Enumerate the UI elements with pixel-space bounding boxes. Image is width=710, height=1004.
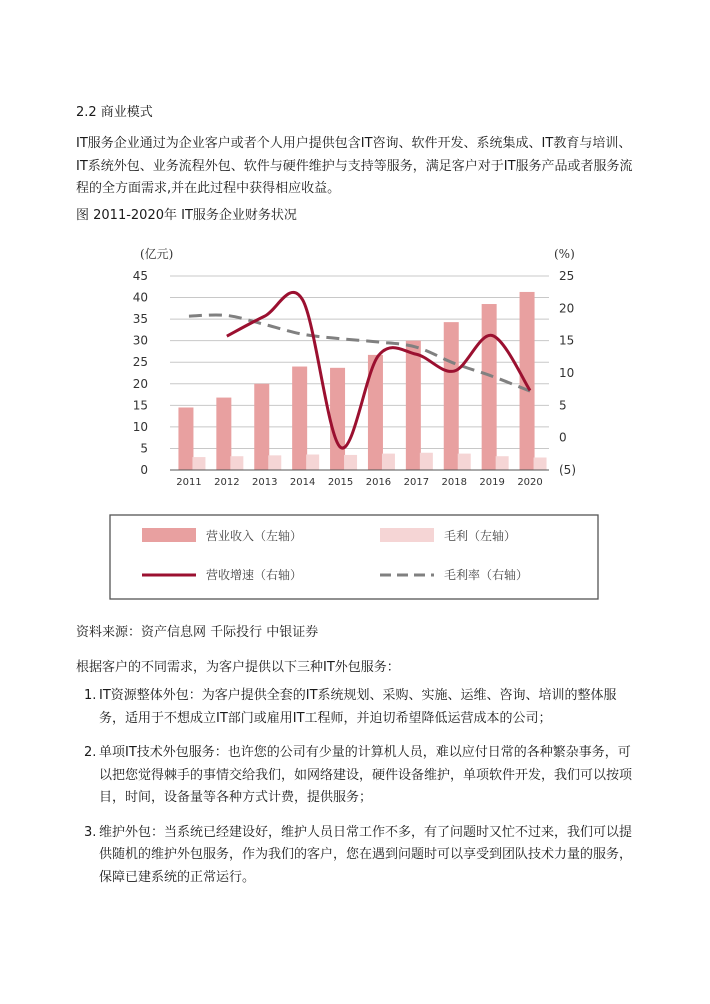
- right-tick-label: 0: [559, 430, 567, 445]
- x-tick-label: 2014: [289, 477, 316, 488]
- bar-revenue: [216, 398, 231, 470]
- service-list: [76, 685, 640, 901]
- legend-label-gross-margin: 毛利率（右轴）: [444, 568, 529, 582]
- list-item-number: 3.: [84, 824, 97, 840]
- list-item: [76, 742, 640, 810]
- business-model-paragraph: IT服务企业通过为企业客户或者个人用户提供包含IT咨询、软件开发、系统集成、IT教育与培训、IT系统外包、业务流程外包、软件与硬件维护与支持等服务，满足客户对于IT服务产品或者服务流程的全方面需求,并在此过程中获得相应收益。: [76, 136, 633, 196]
- bar-revenue: [482, 304, 497, 470]
- x-tick-label: 2013: [252, 477, 278, 488]
- bar-gross-profit: [306, 454, 319, 470]
- section-heading: 2.2 商业模式: [76, 105, 153, 120]
- left-tick-label: 10: [132, 419, 148, 434]
- bar-revenue: [444, 322, 459, 470]
- bar-gross-profit: [344, 455, 357, 470]
- chart-svg: [92, 237, 614, 607]
- list-item: [76, 822, 640, 890]
- intro-paragraph: 根据客户的不同需求，为客户提供以下三种IT外包服务：: [76, 660, 400, 675]
- left-tick-label: 5: [140, 441, 148, 456]
- bar-gross-profit: [534, 457, 547, 470]
- left-tick-label: 30: [132, 333, 148, 348]
- bar-gross-profit: [458, 454, 471, 470]
- left-tick-label: 20: [132, 376, 148, 391]
- list-item-text: IT资源整体外包：为客户提供全套的IT系统规划、采购、实施、运维、咨询、培训的整体服务，适用于不想成立IT部门或雇用IT工程师，并迫切希望降低运营成本的公司；: [99, 688, 617, 726]
- bar-gross-profit: [268, 455, 281, 470]
- x-tick-label: 2012: [214, 477, 240, 488]
- bar-gross-profit: [496, 456, 509, 470]
- legend-swatch-gross-profit: [380, 528, 434, 542]
- legend-label-revenue: 营业收入（左轴）: [206, 529, 303, 543]
- left-axis-unit-label: (亿元): [140, 247, 174, 261]
- bar-gross-profit: [230, 456, 243, 470]
- left-tick-label: 40: [132, 290, 148, 305]
- series-line-gross-margin: [189, 315, 530, 391]
- x-tick-label: 2016: [365, 477, 392, 488]
- right-axis-unit-label: (%): [554, 247, 575, 261]
- figure-caption: 图 2011-2020年 IT服务企业财务状况: [76, 208, 297, 223]
- list-item-number: 1.: [84, 688, 97, 703]
- legend-box: [110, 515, 598, 599]
- right-tick-label: 25: [559, 269, 575, 283]
- bar-revenue: [406, 341, 421, 470]
- x-tick-label: 2020: [517, 477, 543, 488]
- list-item-text: 维护外包：当系统已经建设好，维护人员日常工作不多，有了问题时又忙不过来，我们可以提供随机的维护外包服务，作为我们的客户，您在遇到问题时可以享受到团队技术力量的服务，保障已建系统的正常运行。: [99, 824, 633, 885]
- bar-revenue: [520, 292, 535, 470]
- x-tick-label: 2017: [403, 477, 430, 488]
- x-tick-label: 2015: [327, 477, 354, 488]
- right-tick-label: 20: [559, 301, 575, 316]
- source-note: 资料来源：资产信息网 千际投行 中银证券: [76, 625, 319, 640]
- bar-revenue: [178, 407, 193, 470]
- bar-revenue: [292, 367, 307, 470]
- right-tick-label: (5): [559, 463, 576, 477]
- list-item-number: 2.: [84, 745, 97, 760]
- left-tick-label: 45: [132, 269, 148, 283]
- bar-gross-profit: [192, 457, 205, 470]
- bar-revenue: [254, 384, 269, 470]
- right-tick-label: 10: [559, 366, 575, 380]
- legend-label-revenue-growth: 营收增速（右轴）: [206, 568, 303, 582]
- legend-swatch-revenue: [142, 528, 196, 542]
- x-tick-label: 2019: [479, 477, 505, 488]
- left-tick-label: 35: [132, 312, 148, 327]
- bar-gross-profit: [420, 453, 433, 470]
- list-item: [76, 685, 640, 730]
- finance-chart: [92, 237, 614, 607]
- left-tick-label: 25: [132, 355, 148, 370]
- x-tick-label: 2011: [176, 477, 202, 488]
- right-tick-label: 5: [559, 398, 567, 413]
- left-tick-label: 0: [140, 463, 148, 477]
- list-item-text: 单项IT技术外包服务：也许您的公司有少量的计算机人员，难以应付日常的各种繁杂事务，可以把您觉得棘手的事情交给我们，如网络建设，硬件设备维护，单项软件开发，我们可以按项目，时间，设备量等各种方式计费，提供服务；: [99, 745, 633, 805]
- bar-revenue: [330, 368, 345, 470]
- right-tick-label: 15: [559, 333, 575, 348]
- x-tick-label: 2018: [441, 477, 467, 488]
- left-tick-label: 15: [132, 398, 148, 413]
- bar-gross-profit: [382, 454, 395, 470]
- legend-label-gross-profit: 毛利（左轴）: [444, 529, 517, 543]
